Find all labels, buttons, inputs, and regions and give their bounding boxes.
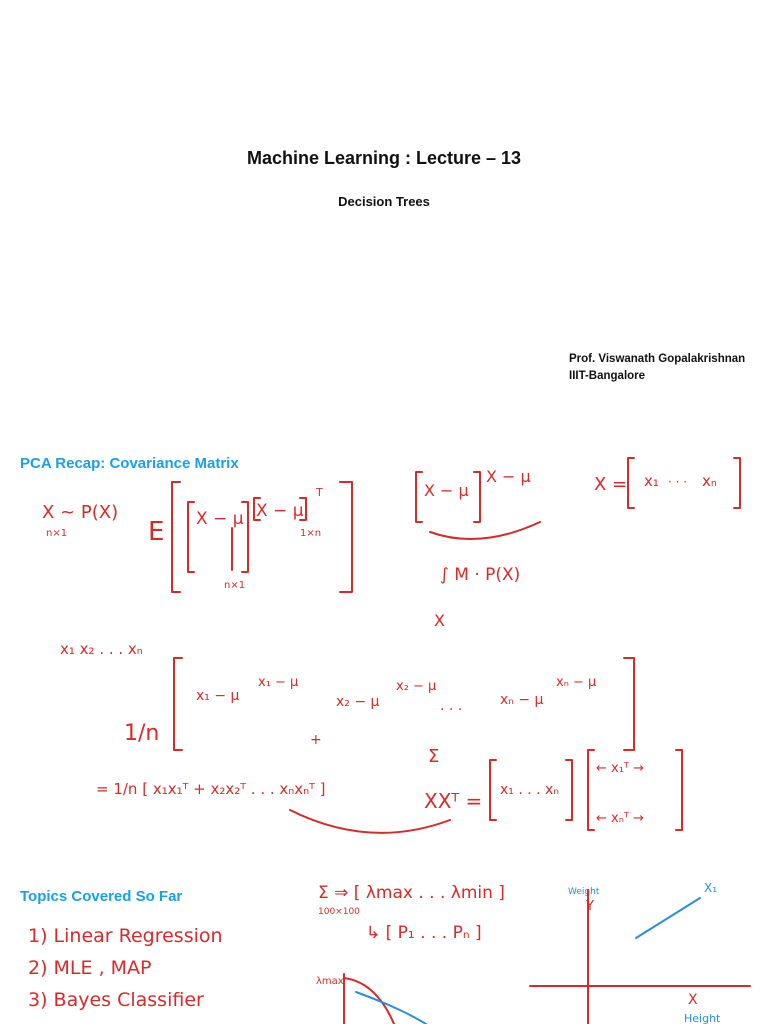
note-x-var: X bbox=[434, 611, 445, 630]
note-height: Height bbox=[684, 1012, 721, 1024]
note-sum-line: = 1/n [ x₁x₁ᵀ + x₂x₂ᵀ . . . xₙxₙᵀ ] bbox=[96, 780, 326, 798]
note-inner-2: X − μ bbox=[256, 501, 304, 521]
handwritten-notes bbox=[0, 410, 768, 846]
note-s1: x₁ − μ bbox=[196, 688, 240, 704]
note-row-vec: x₁ . . . xₙ bbox=[500, 782, 559, 798]
note-matrix-x: X = bbox=[594, 474, 628, 495]
topics-slide bbox=[0, 846, 768, 1024]
note-integral: ∫ M · P(X) bbox=[440, 565, 521, 585]
author-block bbox=[569, 351, 745, 385]
note-plus: + bbox=[310, 732, 322, 748]
note-s1b: x₁ − μ bbox=[258, 675, 299, 690]
note-x-dist: X ~ P(X) bbox=[42, 502, 119, 523]
slide-heading: PCA Recap: Covariance Matrix bbox=[20, 455, 239, 472]
note-lambda: λmax bbox=[316, 976, 344, 987]
rowvec-bracket-right bbox=[566, 760, 572, 820]
note-dots: · · · bbox=[668, 475, 688, 489]
note-x-axis: X bbox=[688, 992, 698, 1008]
topic-1: 1) Linear Regression bbox=[28, 925, 223, 947]
note-side-2: X − μ bbox=[486, 467, 531, 486]
big-bracket-right bbox=[624, 658, 634, 750]
side-paren-right bbox=[474, 472, 480, 522]
note-sigma: Σ bbox=[428, 746, 440, 767]
big-bracket-left bbox=[174, 658, 182, 750]
pca-recap-slide bbox=[0, 410, 768, 846]
note-nx1: n×1 bbox=[46, 528, 68, 539]
note-sn: xₙ − μ bbox=[500, 692, 544, 708]
pc-line bbox=[636, 898, 700, 938]
note-one-over-n: 1/n bbox=[124, 721, 160, 746]
topic-2: 2) MLE , MAP bbox=[28, 957, 152, 979]
note-col-x1: x₁ bbox=[644, 472, 659, 490]
lecture-subtitle: Decision Trees bbox=[338, 194, 430, 209]
note-x1: X₁ bbox=[704, 881, 718, 895]
author-affiliation: IIIT-Bangalore bbox=[569, 370, 646, 382]
curved-arrow bbox=[290, 810, 450, 833]
side-paren-left bbox=[416, 472, 422, 522]
matrix-bracket-left bbox=[628, 458, 634, 508]
note-sigma-line: Σ ⇒ [ λmax . . . λmin ] bbox=[318, 883, 505, 903]
note-s2: x₂ − μ bbox=[336, 694, 380, 710]
note-xxt: XXᵀ = bbox=[424, 789, 483, 813]
handwritten-notes bbox=[0, 846, 768, 1024]
note-side-1: X − μ bbox=[424, 481, 469, 500]
note-col-xn: xₙ bbox=[702, 472, 717, 490]
note-p-line: ↳ [ P₁ . . . Pₙ ] bbox=[366, 923, 482, 943]
bracket-left bbox=[172, 482, 180, 592]
topic-3: 3) Bayes Classifier bbox=[28, 989, 204, 1011]
title-slide bbox=[0, 0, 768, 410]
paren-left bbox=[188, 502, 194, 572]
note-snb: xₙ − μ bbox=[556, 675, 597, 690]
note-y-axis: Y bbox=[586, 899, 594, 914]
slide-heading: Topics Covered So Far bbox=[20, 888, 183, 905]
matrix-bracket-right bbox=[734, 458, 740, 508]
rowvec-bracket-left bbox=[490, 760, 496, 820]
brace-under bbox=[430, 522, 540, 539]
colt-bracket-right bbox=[676, 750, 682, 830]
note-expect: E bbox=[148, 517, 165, 547]
author-name: Prof. Viswanath Gopalakrishnan bbox=[569, 353, 746, 365]
lecture-title: Machine Learning : Lecture – 13 bbox=[246, 148, 522, 168]
bracket-right bbox=[340, 482, 352, 592]
note-s2b: x₂ − μ bbox=[396, 679, 437, 694]
note-colt-n: ← xₙᵀ → bbox=[596, 811, 644, 826]
note-weight: Weight bbox=[568, 887, 600, 897]
note-colt-1: ← x₁ᵀ → bbox=[596, 761, 644, 776]
note-inner-1: X − μ bbox=[196, 509, 244, 529]
note-samples: x₁ x₂ . . . xₙ bbox=[60, 640, 143, 658]
colt-bracket-left bbox=[588, 750, 594, 830]
note-dim-nx1: n×1 bbox=[224, 580, 246, 591]
note-ellipsis: . . . bbox=[440, 698, 463, 714]
note-t1: T bbox=[316, 486, 323, 499]
eig-curve bbox=[344, 978, 394, 1024]
note-1xn: 1×n bbox=[300, 528, 322, 539]
note-dim: 100×100 bbox=[318, 907, 360, 917]
